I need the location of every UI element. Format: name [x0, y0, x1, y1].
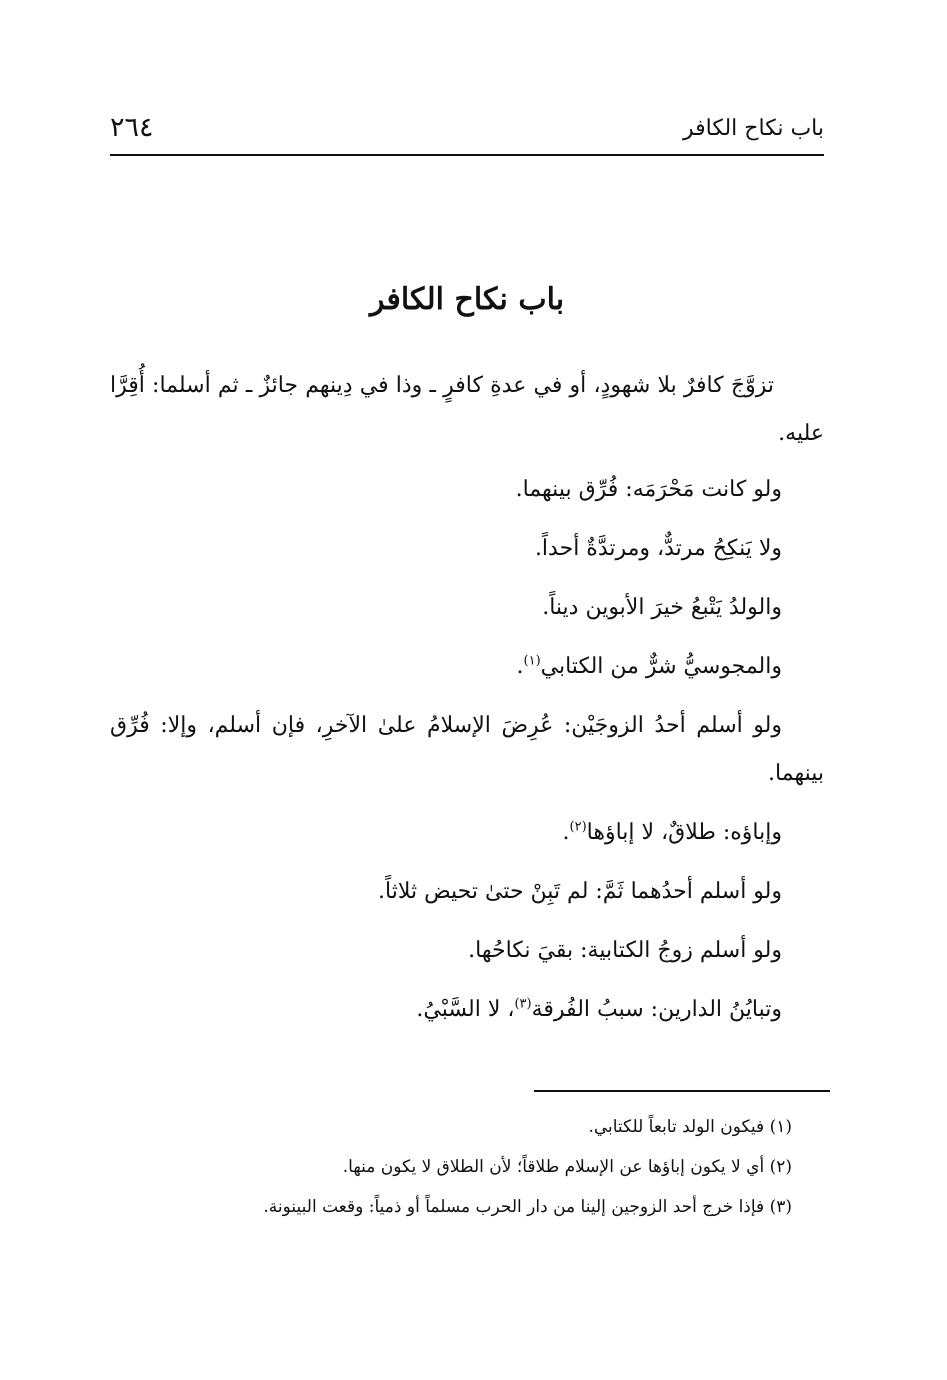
- footnote-1: (١) فيكون الولد تابعاً للكتابي.: [588, 1117, 792, 1137]
- paragraph-child-religion: والولدُ يَتْبعُ خيرَ الأبوين ديناً.: [542, 595, 782, 620]
- paragraph-apostate: ولا يَنكِحُ مرتدٌّ، ومرتدَّةٌ أحداً.: [534, 536, 782, 561]
- footnote-ref-2: (٢): [569, 819, 587, 835]
- main-text: [110, 362, 824, 1045]
- paragraph-magian-text: والمجوسيُّ شرٌّ من الكتابي: [540, 654, 782, 679]
- paragraph-kitabiya-husband: ولو أسلم زوجُ الكتابية: بقيَ نكاحُها.: [468, 938, 782, 963]
- paragraph-mahram: ولو كانت مَحْرَمَه: فُرِّق بينهما.: [515, 477, 782, 502]
- paragraph-magian-end: .: [516, 654, 524, 679]
- footnotes: [110, 1112, 792, 1232]
- page-number: ٢٦٤: [110, 112, 154, 143]
- paragraph-two-abodes-text: وتبايُنُ الدارين: سببُ الفُرقة: [531, 997, 782, 1022]
- footnote-2: (٢) أي لا يكون إباؤها عن الإسلام طلاقاً؛ لأن الطلاق لا يكون منها.: [342, 1157, 792, 1177]
- paragraph-marriage-without-witnesses: تزوَّجَ كافرٌ بلا شهودٍ، أو في عدةِ كافرٍ ـ وذا في دِينهم جائزٌ ـ ثم أسلما: أُقِرَّا عليه.: [110, 373, 824, 446]
- paragraph-two-abodes: [110, 986, 824, 1034]
- footnote-3: (٣) فإذا خرج أحد الزوجين إلينا من دار الحرب مسلماً أو ذمياً: وقعت البينونة.: [263, 1197, 792, 1217]
- chapter-title: باب نكاح الكافر: [369, 282, 565, 317]
- paragraph-refusal-end: .: [562, 820, 570, 845]
- paragraph-conversion-abroad: ولو أسلم أحدُهما ثَمَّ: لم تَبِنْ حتىٰ تحيض ثلاثاً.: [378, 879, 782, 904]
- running-title: باب نكاح الكافر: [682, 116, 824, 141]
- footnote-ref-1: (١): [523, 653, 541, 669]
- paragraph-magian: [110, 643, 824, 691]
- footnote-ref-3: (٣): [514, 996, 532, 1012]
- paragraph-two-abodes-end: ، لا السَّبْيُ.: [416, 997, 515, 1022]
- running-header: [110, 110, 824, 156]
- paragraph-refusal-text: وإباؤه: طلاقٌ، لا إباؤها: [586, 820, 782, 845]
- paragraph-one-spouse-converts: ولو أسلم أحدُ الزوجَيْن: عُرِضَ الإسلامُ علىٰ الآخرِ، فإن أسلم، وإلا: فُرِّق بينهما.: [110, 713, 824, 786]
- paragraph-refusal: [110, 809, 824, 857]
- footnote-separator: [534, 1090, 830, 1092]
